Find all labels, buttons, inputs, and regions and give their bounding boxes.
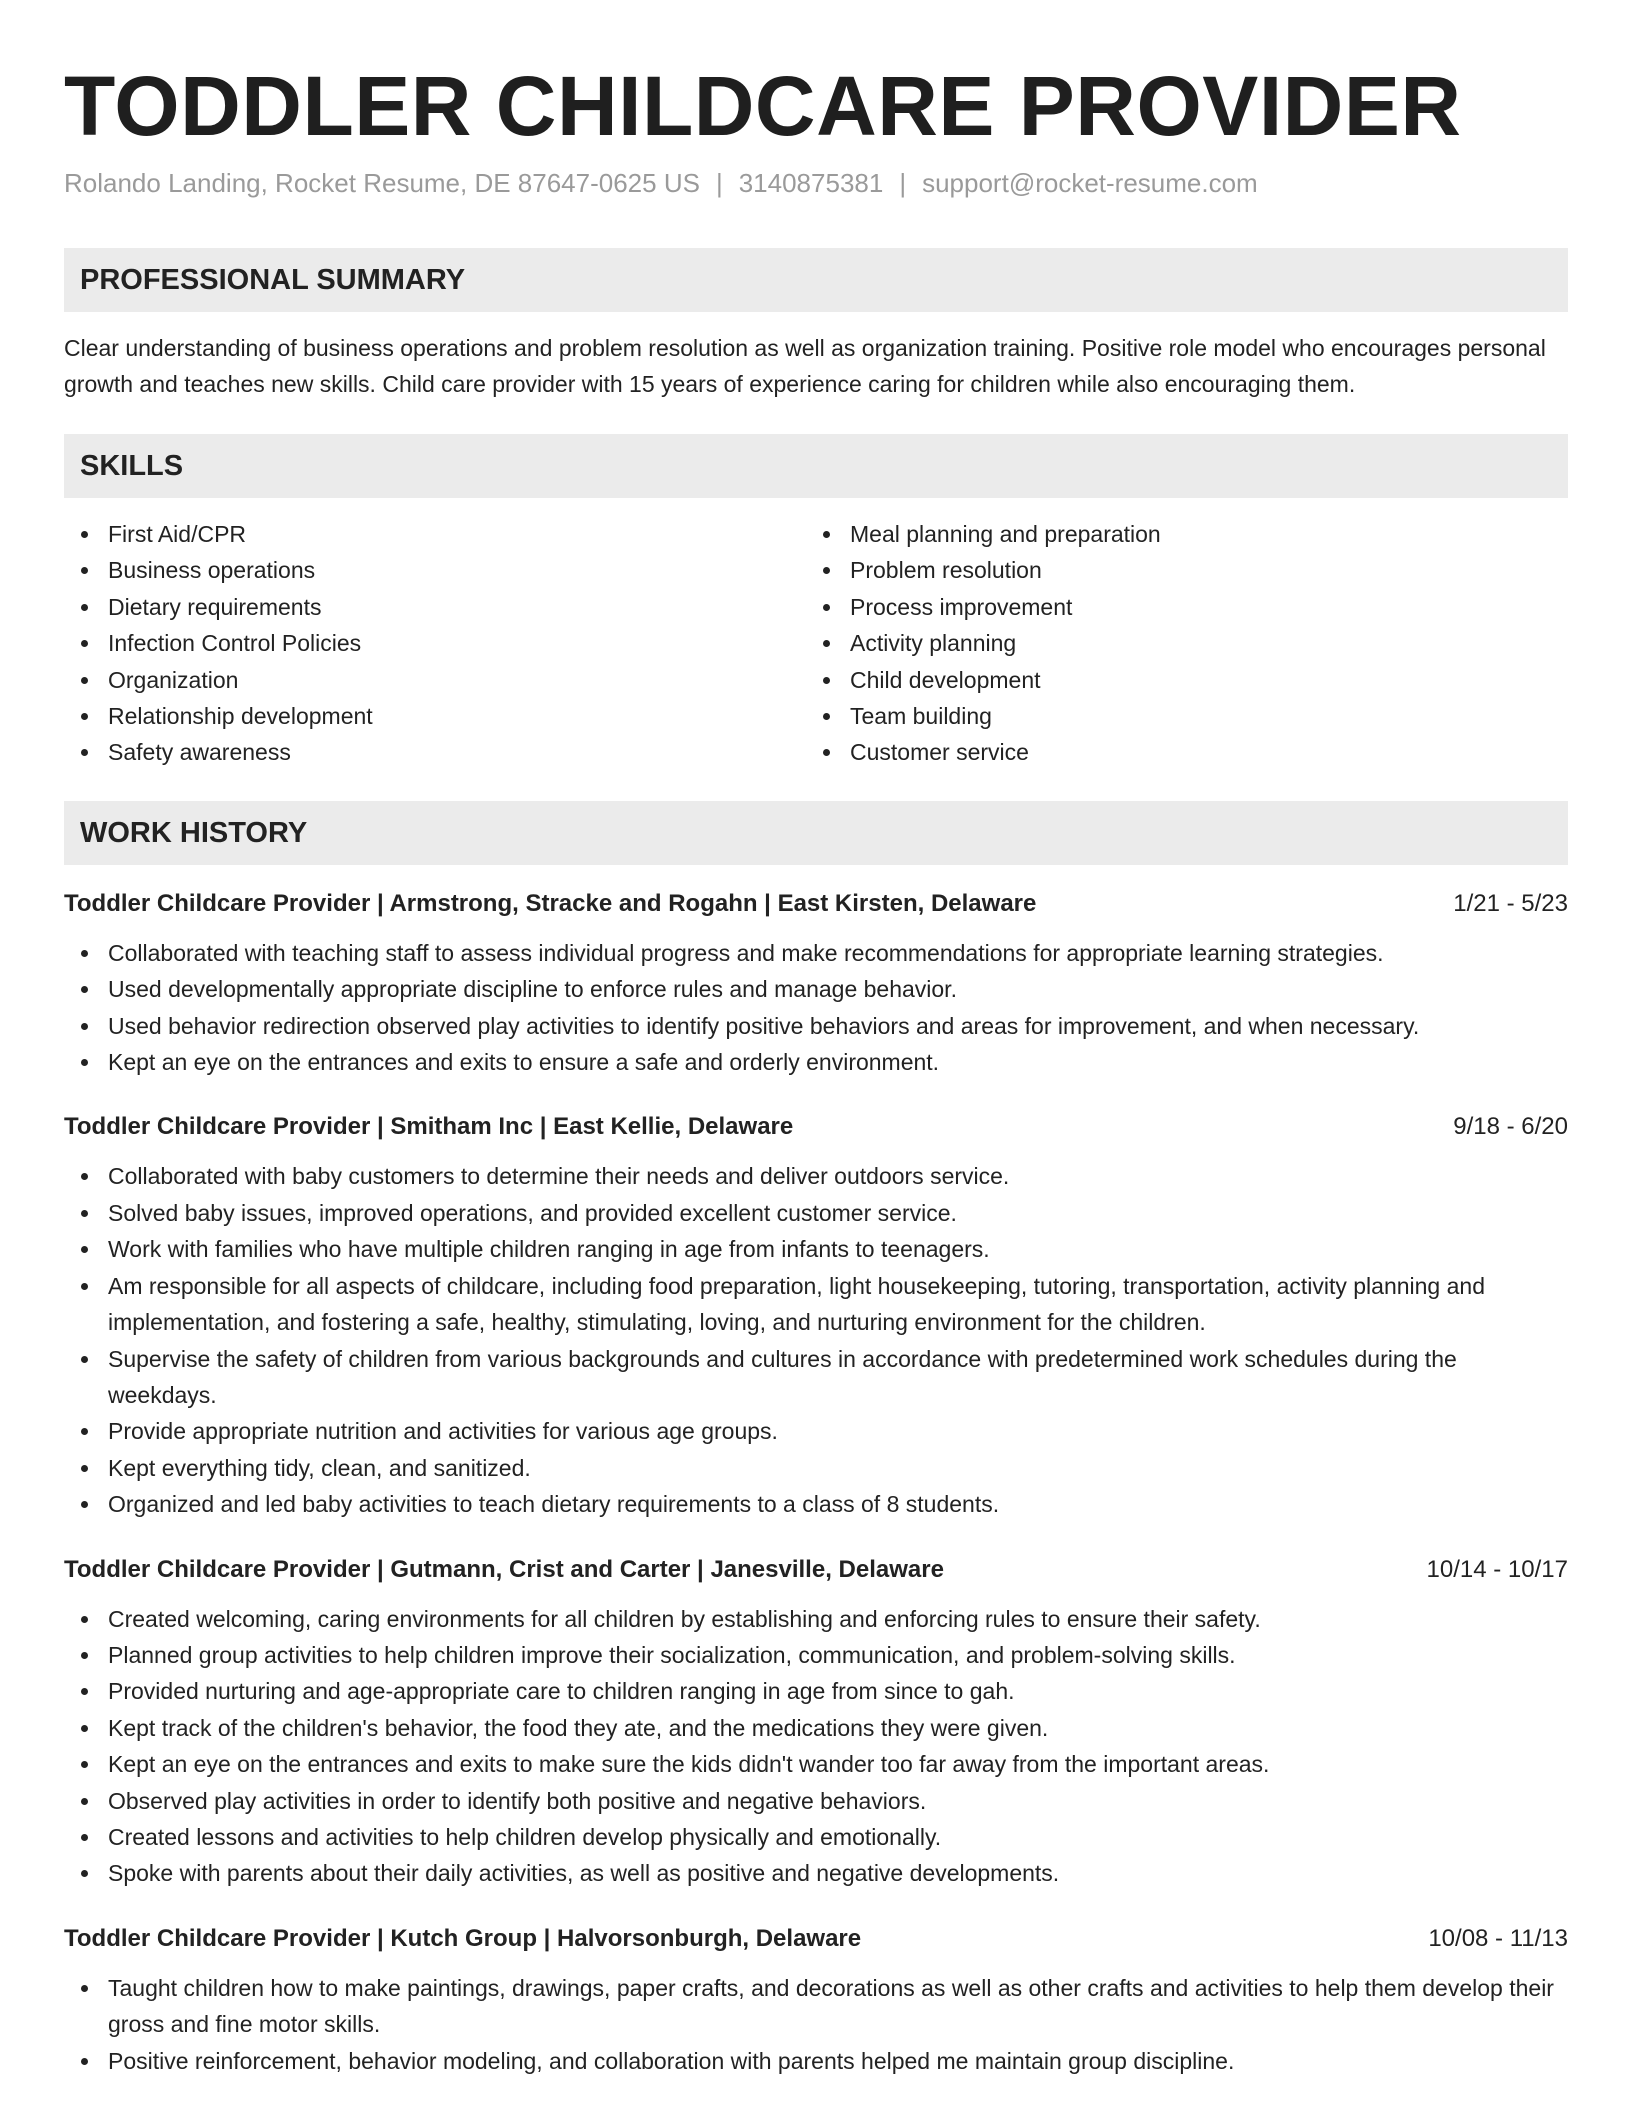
job-entry [64,887,1568,1081]
job-bullet: Used behavior redirection observed play activities to identify positive behaviors and areas for improvement, and when necessary. [108,1008,1568,1044]
work-history-section [64,801,1568,2079]
summary-text: Clear understanding of business operations and problem resolution as well as organization training. Positive role model who encourages personal growth and teaches new skills. Child care provider with 15 years of experience caring for children while also encouraging them. [64,335,1546,397]
job-entry [64,1110,1568,1522]
skill-item: Child development [850,662,1548,698]
section-heading: PROFESSIONAL SUMMARY [64,248,1568,312]
skill-item: Infection Control Policies [108,625,806,661]
contact-line [64,166,1568,200]
job-dates: 10/08 - 11/13 [1428,1924,1568,1952]
job-bullet: Am responsible for all aspects of childcare, including food preparation, light housekeeping, tutoring, transportation, activity planning and implementation, and fostering a safe, healthy, stimulating, loving, and nurturing environment for the children. [108,1268,1568,1341]
job-bullet: Work with families who have multiple children ranging in age from infants to teenagers. [108,1231,1568,1267]
job-dates: 1/21 - 5/23 [1453,889,1568,917]
contact-address: Rolando Landing, Rocket Resume, DE 87647-0625 US [64,168,700,198]
job-bullet: Created welcoming, caring environments for all children by establishing and enforcing rules to ensure their safety. [108,1601,1568,1637]
resume-title: TODDLER CHILDCARE PROVIDER [64,59,1462,153]
job-bullet: Collaborated with baby customers to determine their needs and deliver outdoors service. [108,1158,1568,1194]
skills-columns [64,516,1568,771]
job-heading: Toddler Childcare Provider | Gutmann, Crist and Carter | Janesville, Delaware [64,1555,944,1583]
contact-separator: | [899,168,907,198]
contact-phone: 3140875381 [738,168,884,198]
skill-item: Team building [850,698,1548,734]
job-header [64,1110,1568,1144]
job-bullet: Organized and led baby activities to teach dietary requirements to a class of 8 students. [108,1486,1568,1522]
job-bullet: Kept an eye on the entrances and exits to ensure a safe and orderly environment. [108,1044,1568,1080]
job-bullets [64,935,1568,1081]
job-bullet: Used developmentally appropriate discipline to enforce rules and manage behavior. [108,971,1568,1007]
job-entry [64,1553,1568,1892]
job-bullet: Created lessons and activities to help children develop physically and emotionally. [108,1819,1568,1855]
job-bullets [64,1601,1568,1892]
job-dates: 10/14 - 10/17 [1426,1555,1568,1583]
skills-list-left [64,516,806,771]
job-header [64,887,1568,921]
skill-item: Activity planning [850,625,1548,661]
job-bullets [64,1158,1568,1522]
job-bullet: Taught children how to make paintings, drawings, paper crafts, and decorations as well as other crafts and activities to help them develop their gross and fine motor skills. [108,1970,1568,2043]
job-heading: Toddler Childcare Provider | Kutch Group | Halvorsonburgh, Delaware [64,1924,862,1952]
skill-item: Customer service [850,734,1548,770]
job-bullet: Positive reinforcement, behavior modeling, and collaboration with parents helped me maintain group discipline. [108,2043,1568,2079]
contact-email: support@rocket-resume.com [922,168,1258,198]
skill-item: Meal planning and preparation [850,516,1548,552]
job-bullet: Kept an eye on the entrances and exits to make sure the kids didn't wander too far away from the important areas. [108,1746,1568,1782]
professional-summary-section [64,248,1568,402]
job-dates: 9/18 - 6/20 [1453,1113,1568,1141]
job-bullet: Provided nurturing and age-appropriate care to children ranging in age from since to gah. [108,1673,1568,1709]
job-bullet: Kept track of the children's behavior, the food they ate, and the medications they were given. [108,1710,1568,1746]
job-bullet: Supervise the safety of children from various backgrounds and cultures in accordance with predetermined work schedules during the weekdays. [108,1341,1568,1414]
skills-section [64,434,1568,771]
job-bullet: Kept everything tidy, clean, and sanitized. [108,1450,1568,1486]
skill-item: Organization [108,662,806,698]
job-heading: Toddler Childcare Provider | Smitham Inc | East Kellie, Delaware [64,1113,794,1141]
job-bullet: Solved baby issues, improved operations, and provided excellent customer service. [108,1195,1568,1231]
section-heading: SKILLS [64,434,1568,498]
skill-item: Dietary requirements [108,589,806,625]
contact-separator: | [715,168,723,198]
skill-item: Relationship development [108,698,806,734]
job-entry [64,1922,1568,2079]
skill-item: Safety awareness [108,734,806,770]
skill-item: First Aid/CPR [108,516,806,552]
skill-item: Problem resolution [850,552,1548,588]
job-heading: Toddler Childcare Provider | Armstrong, Stracke and Rogahn | East Kirsten, Delaware [64,889,1037,917]
job-bullet: Provide appropriate nutrition and activities for various age groups. [108,1413,1568,1449]
skills-list-right [806,516,1548,771]
job-bullet: Observed play activities in order to identify both positive and negative behaviors. [108,1783,1568,1819]
job-bullet: Planned group activities to help children improve their socialization, communication, and problem-solving skills. [108,1637,1568,1673]
job-header [64,1553,1568,1587]
section-heading: WORK HISTORY [64,801,1568,865]
job-bullets [64,1970,1568,2079]
job-bullet: Spoke with parents about their daily activities, as well as positive and negative developments. [108,1855,1568,1891]
skill-item: Business operations [108,552,806,588]
skill-item: Process improvement [850,589,1548,625]
job-bullet: Collaborated with teaching staff to assess individual progress and make recommendations for appropriate learning strategies. [108,935,1568,971]
job-header [64,1922,1568,1956]
